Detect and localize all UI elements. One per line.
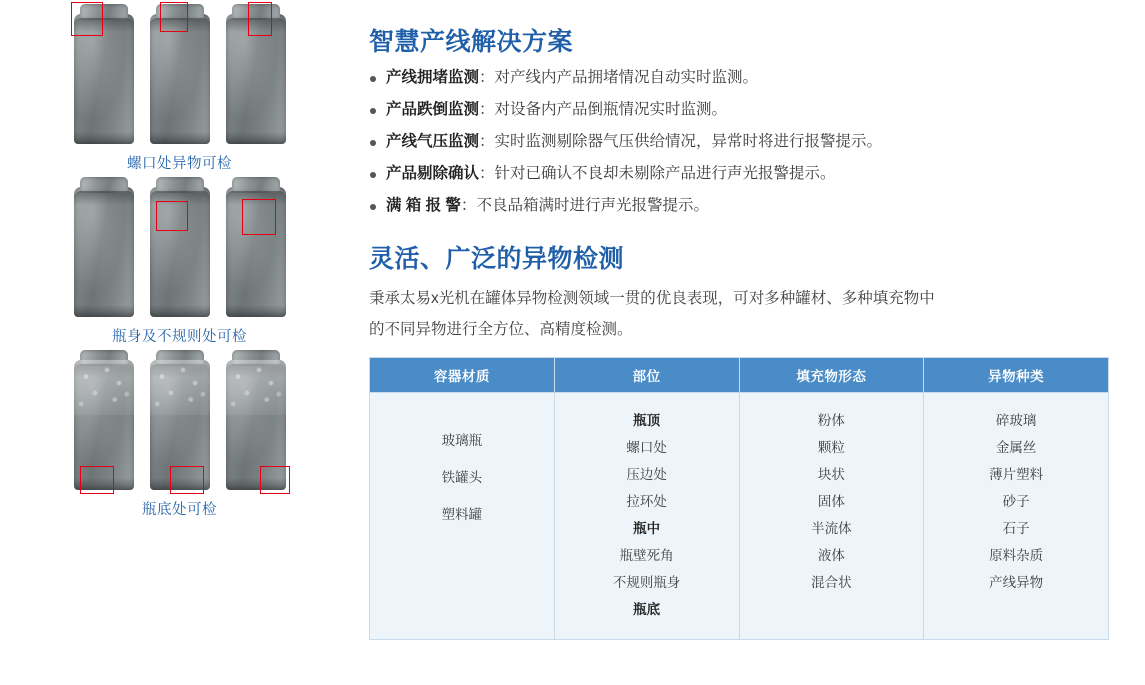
feature-term: 产线气压监测: [386, 132, 480, 150]
cell-line: 液体: [817, 547, 845, 563]
table-body: [370, 392, 1109, 639]
bottle-image: [74, 187, 134, 317]
table-row: [370, 392, 1109, 639]
bottle-base: [226, 478, 286, 490]
bottle-shoulder: [150, 191, 210, 205]
feature-separator: ：: [479, 164, 495, 182]
feature-separator: ：: [479, 69, 495, 86]
bottle-group: [74, 14, 286, 144]
content-column: [359, 0, 1145, 685]
bottle-image: [74, 14, 134, 144]
feature-term: 产品跌倒监测: [386, 100, 480, 118]
feature-term: 满 箱 报 警: [386, 196, 461, 214]
cell-line: 瓶顶: [633, 412, 661, 428]
solution-feature-list: [369, 68, 1109, 217]
feature-separator: ：: [479, 132, 495, 150]
figure-caption: 瓶底处可检: [142, 502, 217, 518]
cell-line: 压边处: [626, 466, 667, 482]
detection-section-title: 灵活、广泛的异物检测: [369, 244, 625, 273]
feature-term: 产品剔除确认: [386, 164, 480, 182]
cell-line: 玻璃瓶: [441, 432, 483, 448]
cell-line: 瓶壁死角: [619, 547, 674, 563]
bottle-image: [150, 14, 210, 144]
cell-line: 不规则瓶身: [612, 574, 681, 590]
cell-line: 半流体: [811, 520, 852, 536]
bottle-group: [74, 360, 286, 490]
bottle-neck: [80, 350, 128, 366]
table-cell-materials: [370, 392, 555, 639]
cell-line: 原料杂质: [989, 547, 1044, 563]
cell-line: 铁罐头: [441, 469, 483, 485]
cell-line: 金属丝: [995, 439, 1037, 455]
table-cell-fill-forms: [739, 392, 924, 639]
cell-line: 砂子: [1002, 493, 1030, 509]
bottle-base: [226, 305, 286, 317]
table-header-cell: 填充物形态: [739, 357, 924, 392]
bottle-shoulder: [226, 18, 286, 32]
bottle-image: [226, 187, 286, 317]
list-item: [369, 68, 1109, 89]
cell-line: 石子: [1002, 520, 1030, 536]
cell-line: 块状: [817, 466, 845, 482]
feature-term: 产线拥堵监测: [386, 69, 480, 86]
cell-line: 瓶底: [633, 601, 661, 617]
cell-line: 固体: [817, 493, 845, 509]
figure-caption: 螺口处异物可检: [127, 156, 232, 172]
bottle-shoulder: [226, 191, 286, 205]
bottle-base: [74, 478, 134, 490]
cell-line: 颗粒: [817, 439, 845, 455]
feature-desc: 对产线内产品拥堵情况自动实时监测。: [494, 69, 759, 86]
table-header-row: [370, 357, 1109, 392]
specification-table: [369, 357, 1109, 640]
bottle-image: [150, 360, 210, 490]
bottle-image: [74, 360, 134, 490]
bottle-base: [150, 132, 210, 144]
feature-desc: 不良品箱满时进行声光报警提示。: [476, 196, 709, 214]
cell-line: 螺口处: [626, 439, 667, 455]
table-cell-positions: [554, 392, 739, 639]
cell-line: 混合状: [811, 574, 852, 590]
figure-body-irregular: [74, 187, 286, 346]
bottle-group: [74, 187, 286, 317]
table-header-cell: 部位: [554, 357, 739, 392]
cell-line: 瓶中: [633, 520, 661, 536]
bottle-neck: [232, 350, 280, 366]
bottle-shoulder: [150, 364, 210, 378]
list-item: [369, 196, 1109, 217]
list-item: [369, 100, 1109, 121]
bottle-shoulder: [150, 18, 210, 32]
bottle-image: [226, 360, 286, 490]
table-header-cell: 异物种类: [924, 357, 1109, 392]
bottle-base: [150, 305, 210, 317]
table-cell-foreign-objects: [924, 392, 1109, 639]
bottle-image: [226, 14, 286, 144]
bottle-base: [74, 132, 134, 144]
bottle-base: [226, 132, 286, 144]
solution-section-title: 智慧产线解决方案: [369, 28, 574, 56]
feature-desc: 针对已确认不良却未剔除产品进行声光报警提示。: [494, 164, 836, 182]
feature-desc: 实时监测剔除器气压供给情况，异常时将进行报警提示。: [494, 132, 883, 150]
xray-figure-column: [0, 0, 359, 685]
detection-paragraph-line1: 秉承太易x光机在罐体异物检测领域一贯的优良表现，可对多种罐材、多种填充物中: [369, 289, 935, 307]
figure-screw-top: [74, 14, 286, 173]
bottle-shoulder: [74, 18, 134, 32]
table-header-cell: 容器材质: [370, 357, 555, 392]
feature-desc: 对设备内产品倒瓶情况实时监测。: [494, 100, 728, 118]
list-item: [369, 132, 1109, 153]
bottle-shoulder: [74, 364, 134, 378]
feature-separator: ：: [479, 100, 495, 118]
cell-line: 粉体: [817, 412, 845, 428]
cell-line: 拉环处: [626, 493, 667, 509]
defect-marker-box: [156, 201, 188, 231]
figure-caption: 瓶身及不规则处可检: [112, 329, 247, 345]
cell-line: 碎玻璃: [995, 412, 1037, 428]
bottle-image: [150, 187, 210, 317]
bottle-neck: [156, 350, 204, 366]
feature-separator: ：: [460, 196, 477, 214]
cell-line: 薄片塑料: [989, 466, 1044, 482]
list-item: [369, 164, 1109, 185]
cell-line: 塑料罐: [441, 506, 483, 522]
figure-bottom: [74, 360, 286, 519]
detection-paragraph-line2: 的不同异物进行全方位、高精度检测。: [369, 320, 633, 338]
bottle-base: [74, 305, 134, 317]
bottle-shoulder: [226, 364, 286, 378]
bottle-base: [150, 478, 210, 490]
bottle-shoulder: [74, 191, 134, 205]
cell-line: 产线异物: [989, 574, 1044, 590]
